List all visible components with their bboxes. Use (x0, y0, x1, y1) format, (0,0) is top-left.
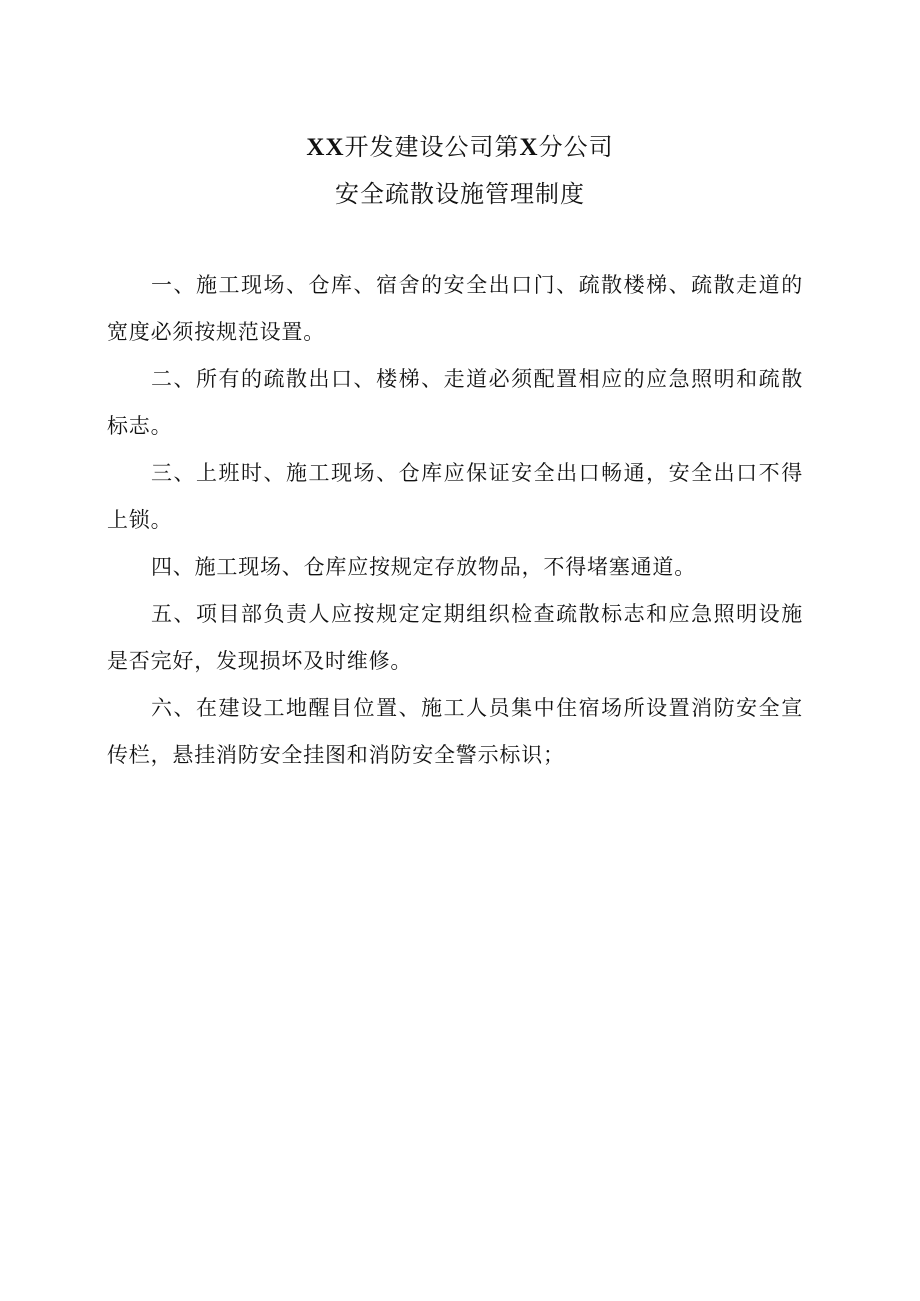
title-company-prefix: XX (306, 134, 345, 161)
paragraph-1: 一、施工现场、仓库、宿舍的安全出口门、疏散楼梯、疏散走道的宽度必须按规范设置。 (107, 273, 803, 344)
title-line-company (0, 124, 920, 171)
paragraph-5: 五、项目部负责人应按规定定期组织检查疏散标志和应急照明设施是否完好，发现损坏及时维修。 (107, 602, 803, 673)
title-company-middle: 开发建设公司第 (344, 133, 520, 161)
paragraph-2: 二、所有的疏散出口、楼梯、走道必须配置相应的应急照明和疏散标志。 (107, 367, 803, 438)
title-branch-number: X (519, 134, 539, 161)
document-body (107, 262, 803, 779)
paragraph-4: 四、施工现场、仓库应按规定存放物品，不得堵塞通道。 (151, 555, 696, 579)
title-company-suffix: 分公司 (538, 133, 614, 161)
paragraph-3: 三、上班时、施工现场、仓库应保证安全出口畅通，安全出口不得上锁。 (107, 461, 803, 532)
document-title (0, 124, 920, 217)
paragraph-6: 六、在建设工地醒目位置、施工人员集中住宿场所设置消防安全宣传栏，悬挂消防安全挂图和消防安全警示标识； (107, 696, 803, 767)
title-line-subject: 安全疏散设施管理制度 (335, 180, 585, 208)
